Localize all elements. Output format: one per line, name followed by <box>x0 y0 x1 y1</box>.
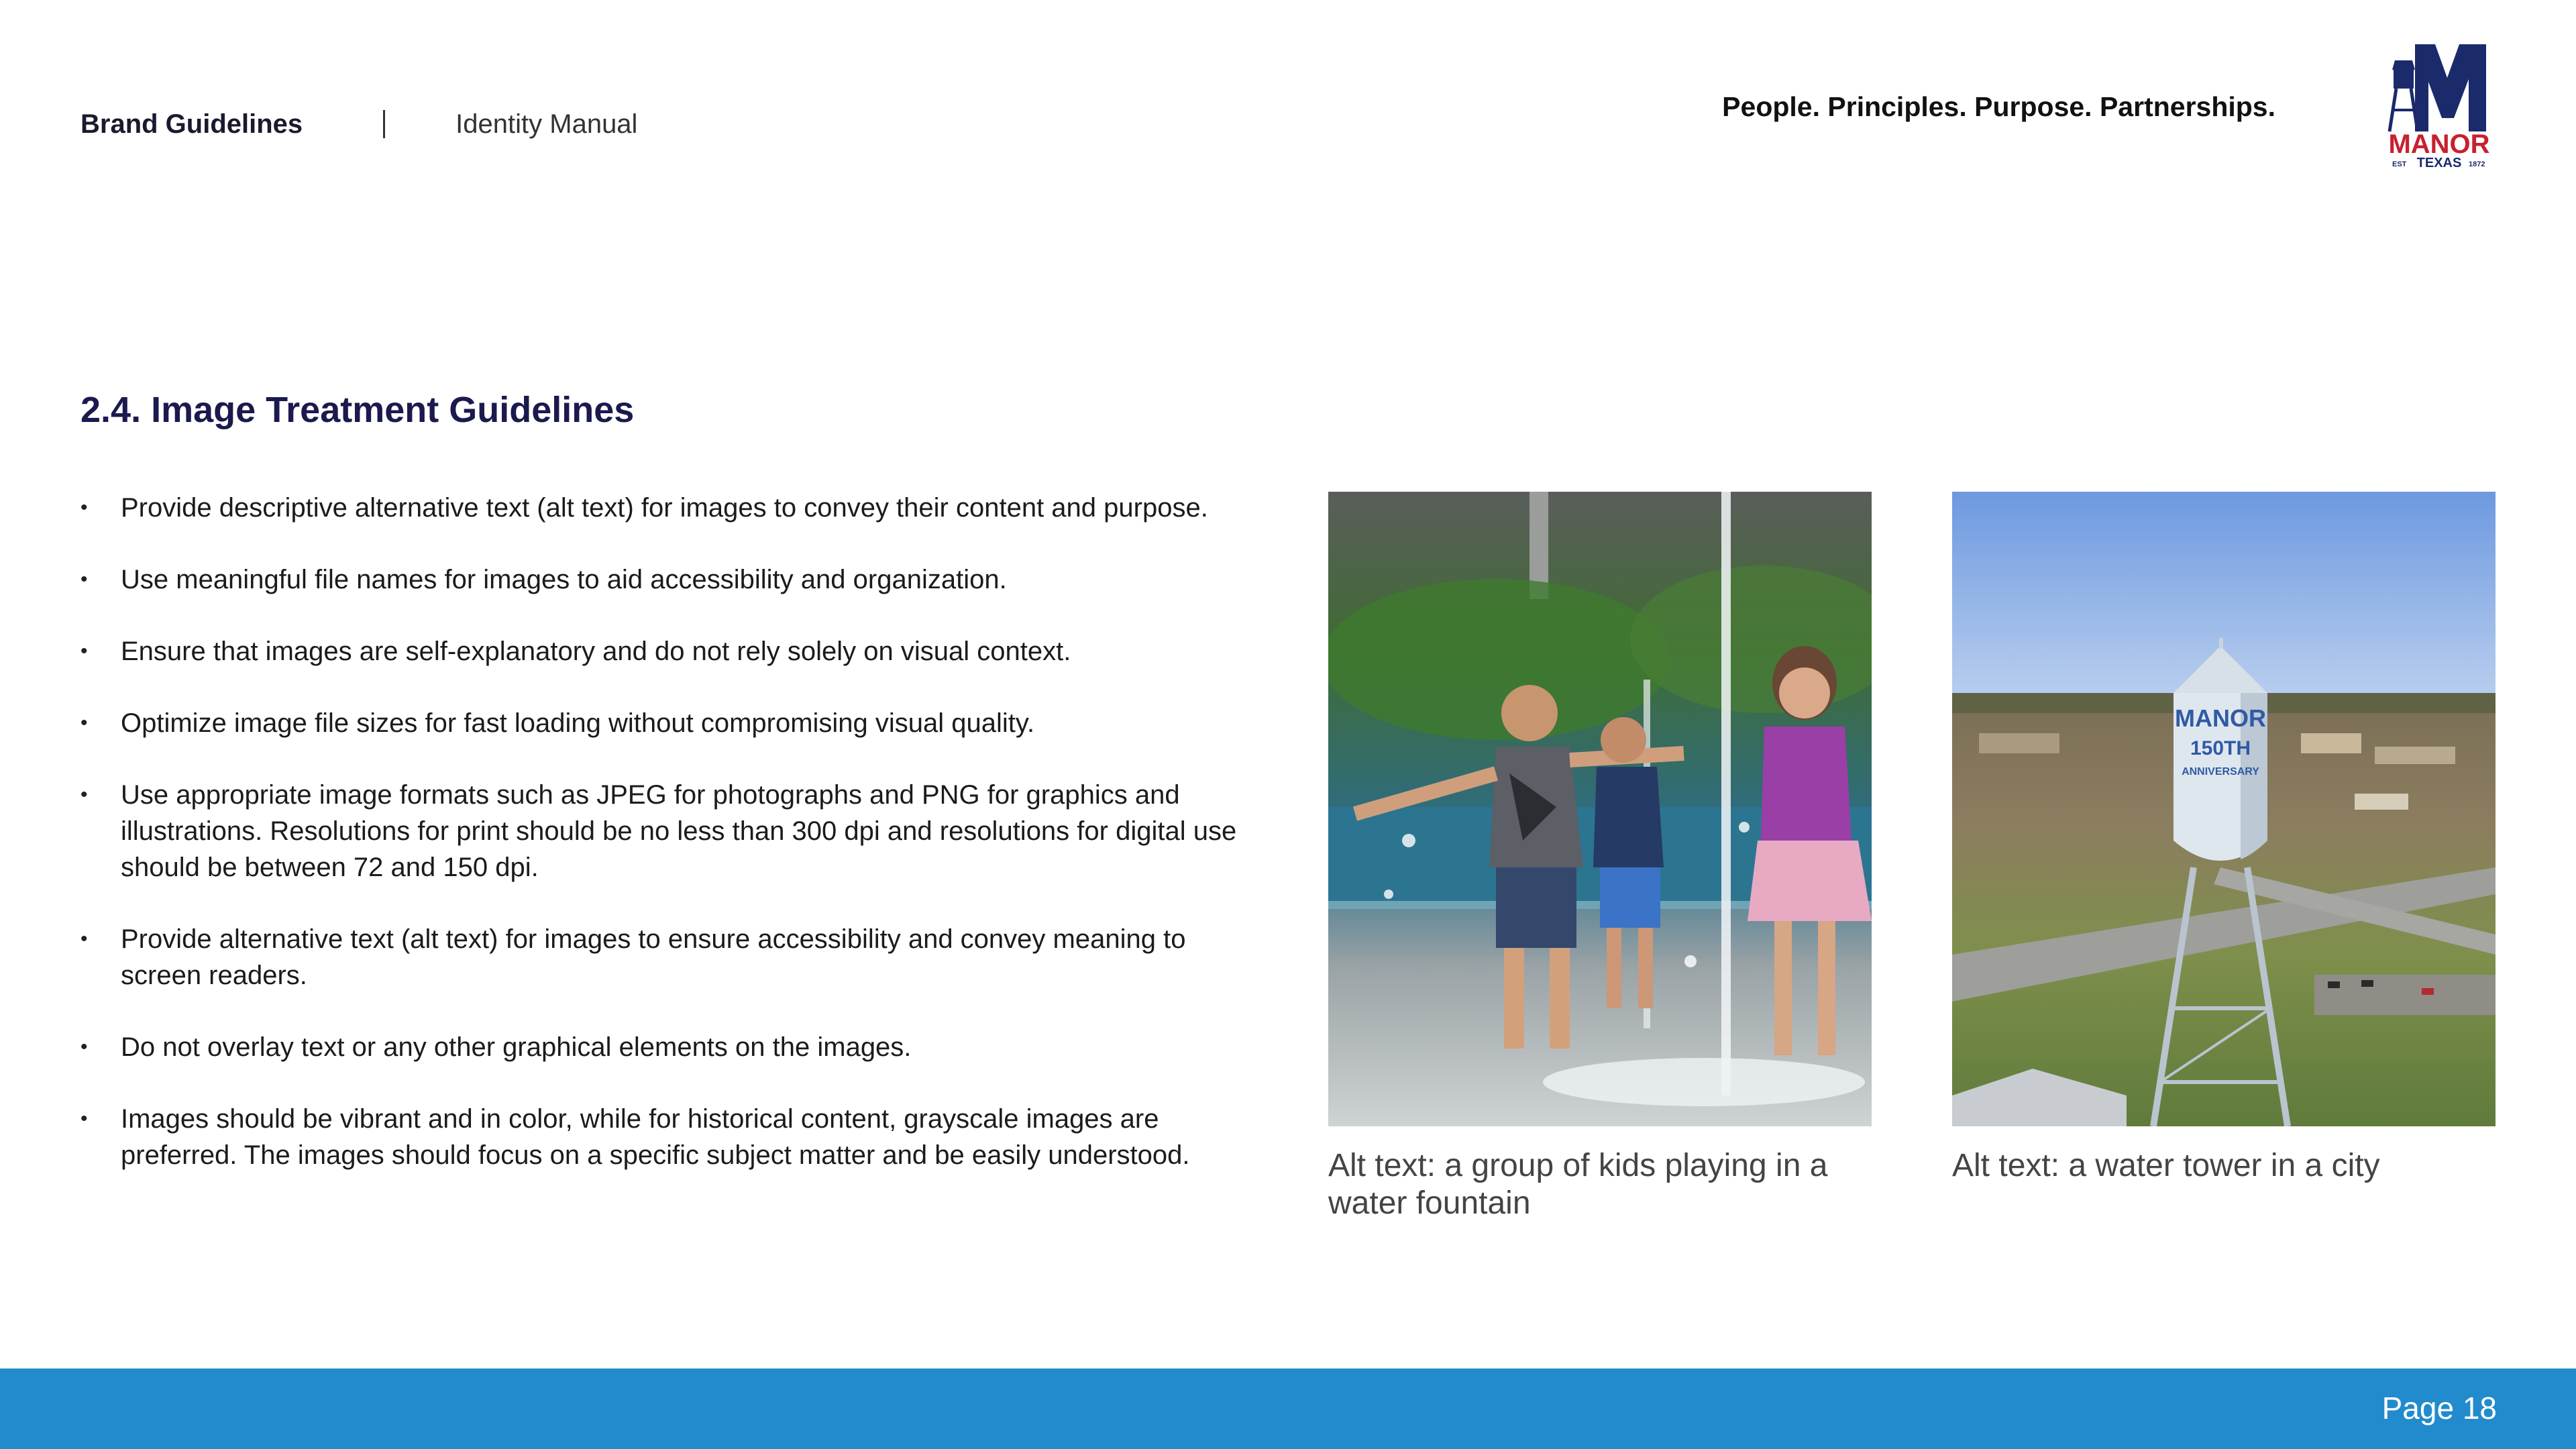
bullet-icon: • <box>80 1036 88 1058</box>
list-item <box>80 561 1261 598</box>
bullet-icon: • <box>80 784 88 806</box>
list-item-text: Images should be vibrant and in color, while for historical content, grayscale images are preferred. The images should focus on a specific subject matter and be easily understood. <box>121 1104 1190 1170</box>
image-card-kids <box>1328 492 1872 1222</box>
list-item-text: Use appropriate image formats such as JPEG for photographs and PNG for graphics and illustrations. Resolutions for print should be no less than 300 dpi and resolutions for digital use should be between 72 and 150 dpi. <box>121 780 1237 882</box>
logo-name-text: MANOR <box>2388 129 2490 159</box>
tower-image-caption: Alt text: a water tower in a city <box>1952 1148 2380 1183</box>
brand-guidelines-label: Brand Guidelines <box>80 109 303 139</box>
kids-image-caption: Alt text: a group of kids playing in a water fountain <box>1328 1148 1828 1221</box>
logo-year-text: 1872 <box>2469 160 2485 168</box>
image-card-tower <box>1952 492 2496 1185</box>
identity-manual-label: Identity Manual <box>455 109 638 139</box>
list-item-text: Ensure that images are self-explanatory and do not rely solely on visual context. <box>121 637 1071 666</box>
bullet-icon: • <box>80 496 88 519</box>
bullet-icon: • <box>80 928 88 950</box>
list-item <box>80 1029 1261 1065</box>
page-number: Page 18 <box>2381 1391 2497 1426</box>
guidelines-list <box>80 490 1261 1209</box>
list-item <box>80 777 1261 885</box>
list-item-text: Provide descriptive alternative text (alt text) for images to convey their content and purpose. <box>121 493 1208 523</box>
list-item <box>80 633 1261 669</box>
list-item <box>80 490 1261 526</box>
bullet-icon: • <box>80 712 88 734</box>
header-left <box>80 107 637 141</box>
water-tower-photo <box>1952 492 2496 1126</box>
manor-logo <box>2380 38 2498 169</box>
header-divider <box>383 110 385 138</box>
list-item <box>80 705 1261 741</box>
tower-text-anniv-num: 150TH <box>2190 737 2251 759</box>
footer-bar <box>0 1368 2576 1449</box>
list-item-text: Optimize image file sizes for fast loading without compromising visual quality. <box>121 708 1035 738</box>
list-item <box>80 1101 1261 1173</box>
list-item-text: Use meaningful file names for images to aid accessibility and organization. <box>121 565 1007 594</box>
logo-sub-text: TEXAS <box>2416 156 2462 169</box>
bullet-icon: • <box>80 1108 88 1130</box>
tower-text-anniv: ANNIVERSARY <box>2182 766 2259 777</box>
bullet-icon: • <box>80 568 88 590</box>
logo-est-text: EST <box>2392 160 2407 168</box>
tagline: People. Principles. Purpose. Partnerships. <box>1722 91 2275 122</box>
kids-fountain-photo <box>1328 492 1872 1126</box>
list-item-text: Do not overlay text or any other graphical elements on the images. <box>121 1032 912 1062</box>
tower-text-name: MANOR <box>2175 704 2266 732</box>
list-item-text: Provide alternative text (alt text) for images to ensure accessibility and convey meaning to screen readers. <box>121 924 1186 990</box>
list-item <box>80 921 1261 994</box>
bullet-icon: • <box>80 640 88 662</box>
section-title: 2.4. Image Treatment Guidelines <box>80 390 635 430</box>
